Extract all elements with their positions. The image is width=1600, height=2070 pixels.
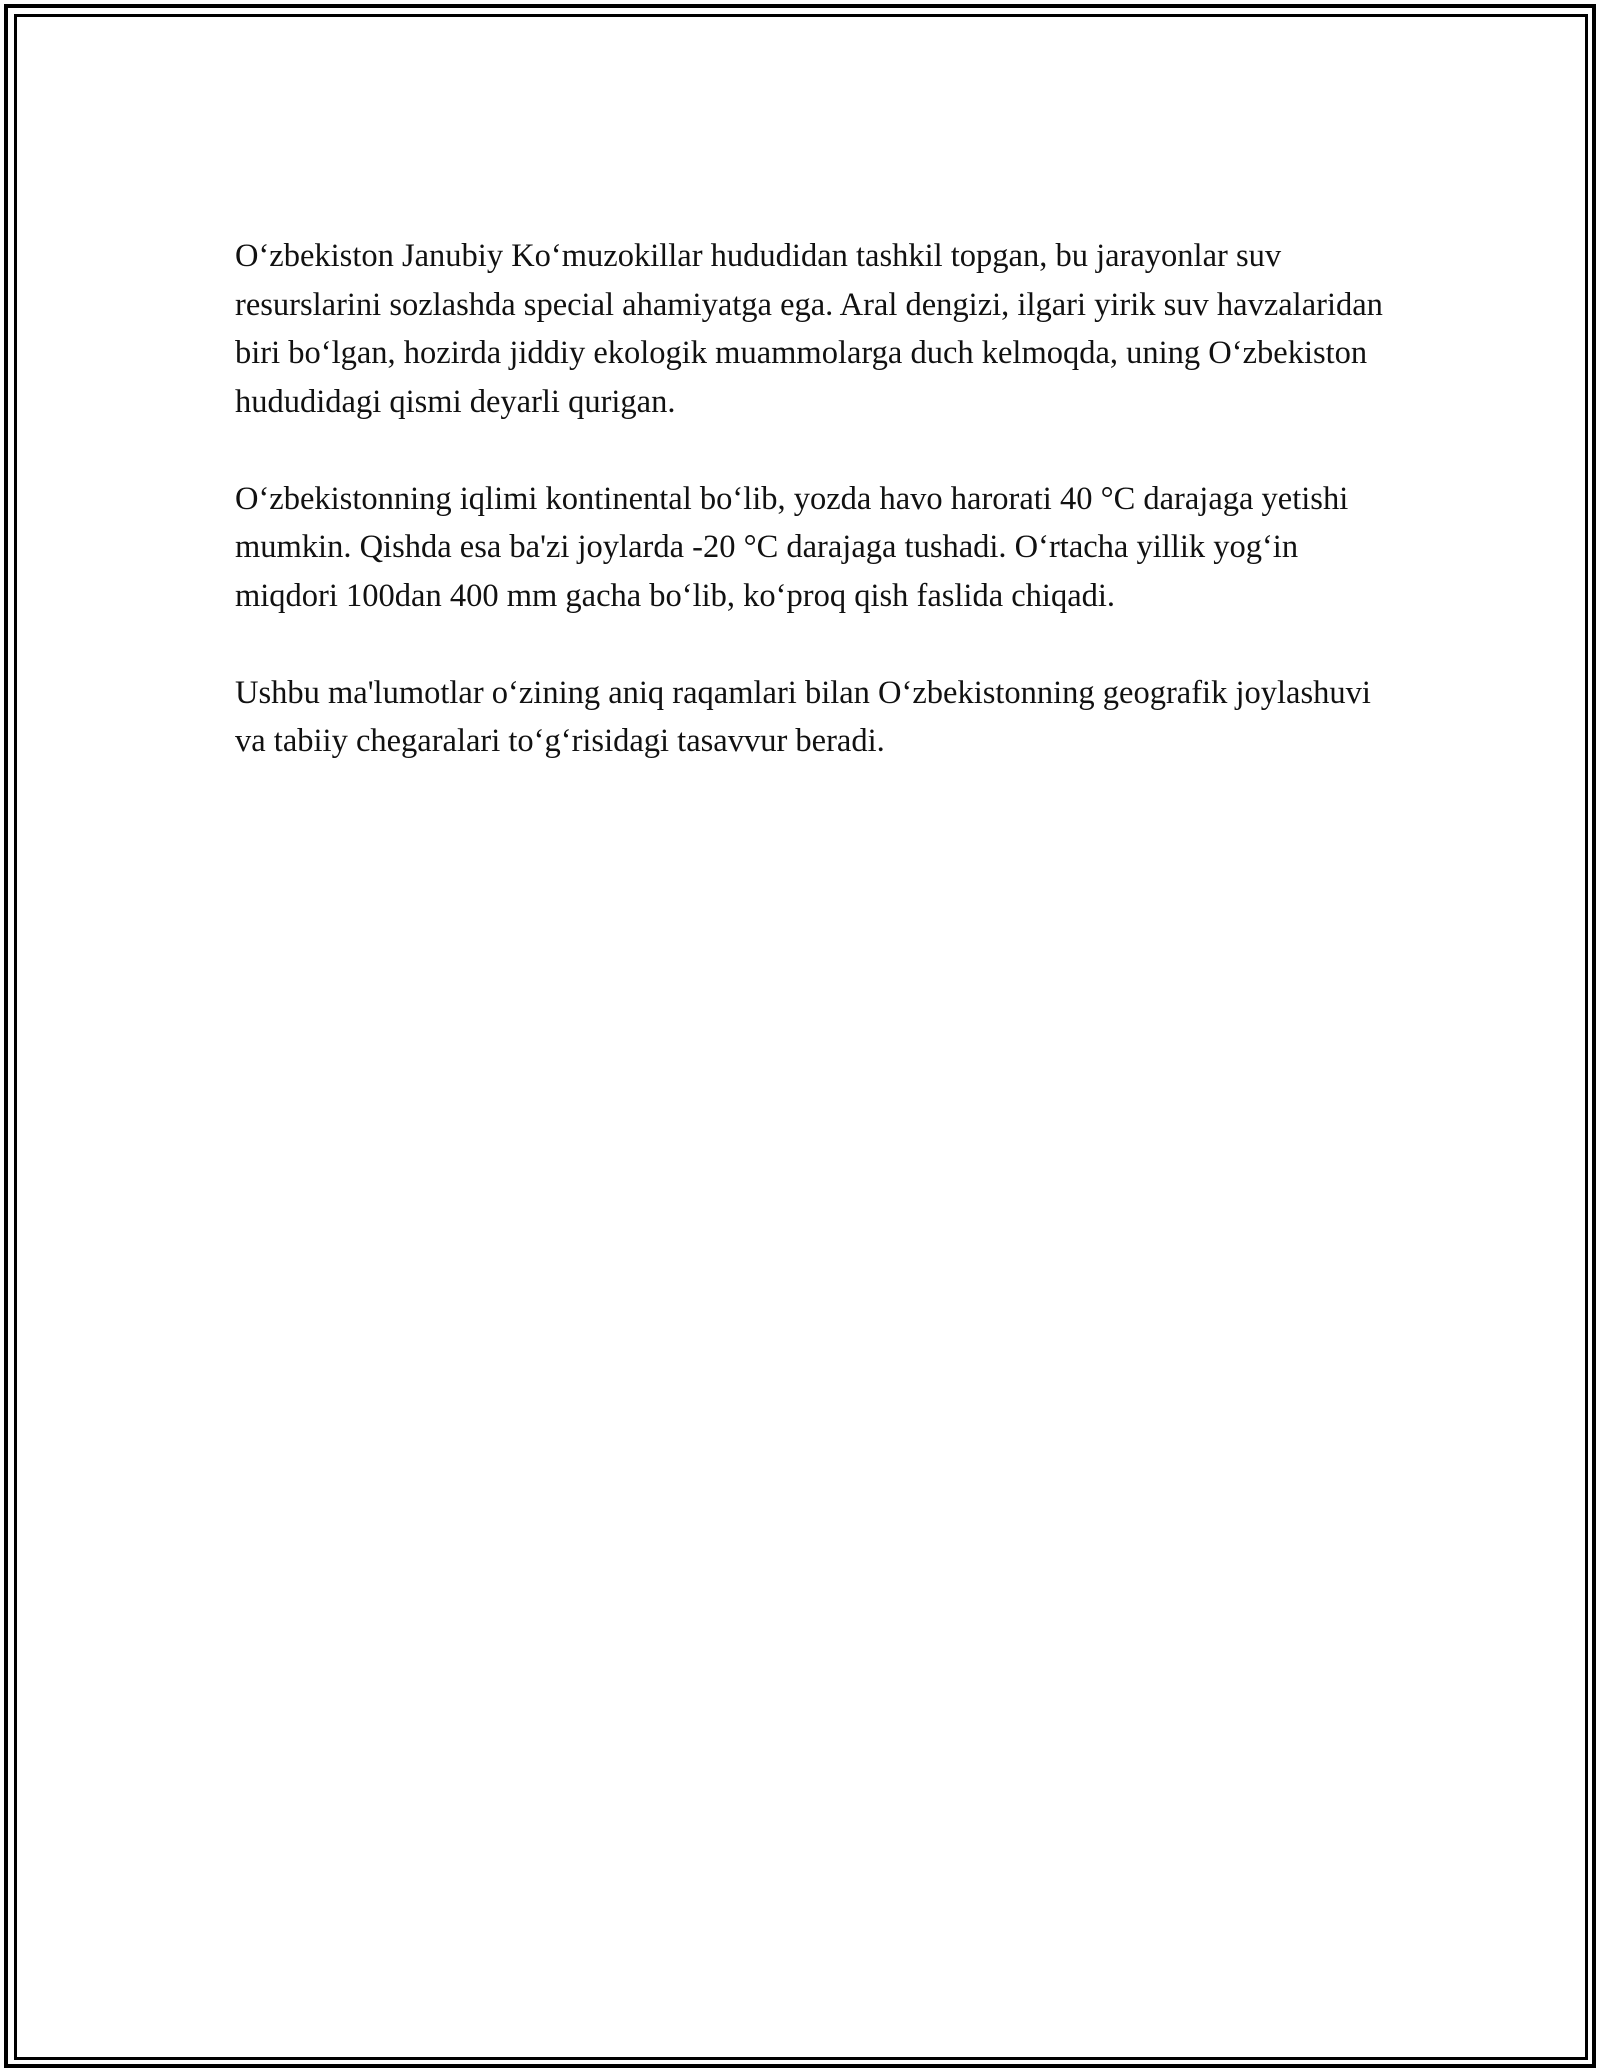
paragraph-2: O‘zbekistonning iqlimi kontinental bo‘lib, yozda havo harorati 40 °C darajaga yetishi mumkin. Qishda esa ba'zi joylarda -20 °C darajaga tushadi. O‘rtacha yillik yog‘in miqdori 100dan 400 mm gacha bo‘lib, ko‘proq qish faslida chiqadi. [235,480,1349,614]
paragraph-3: Ushbu ma'lumotlar o‘zining aniq raqamlari bilan O‘zbekistonning geografik joylashuvi va tabiiy chegaralari to‘g‘risidagi tasavvur beradi. [235,674,1371,759]
document-body [235,232,1385,814]
paragraph-1: O‘zbekiston Janubiy Ko‘muzokillar hududidan tashkil topgan, bu jarayonlar suv resurslarini sozlashda special ahamiyatga ega. Aral dengizi, ilgari yirik suv havzalaridan biri bo‘lgan, hozirda jiddiy ekologik muammolarga duch kelmoqda, uning O‘zbekiston hududidagi qismi deyarli qurigan. [235,238,1383,420]
